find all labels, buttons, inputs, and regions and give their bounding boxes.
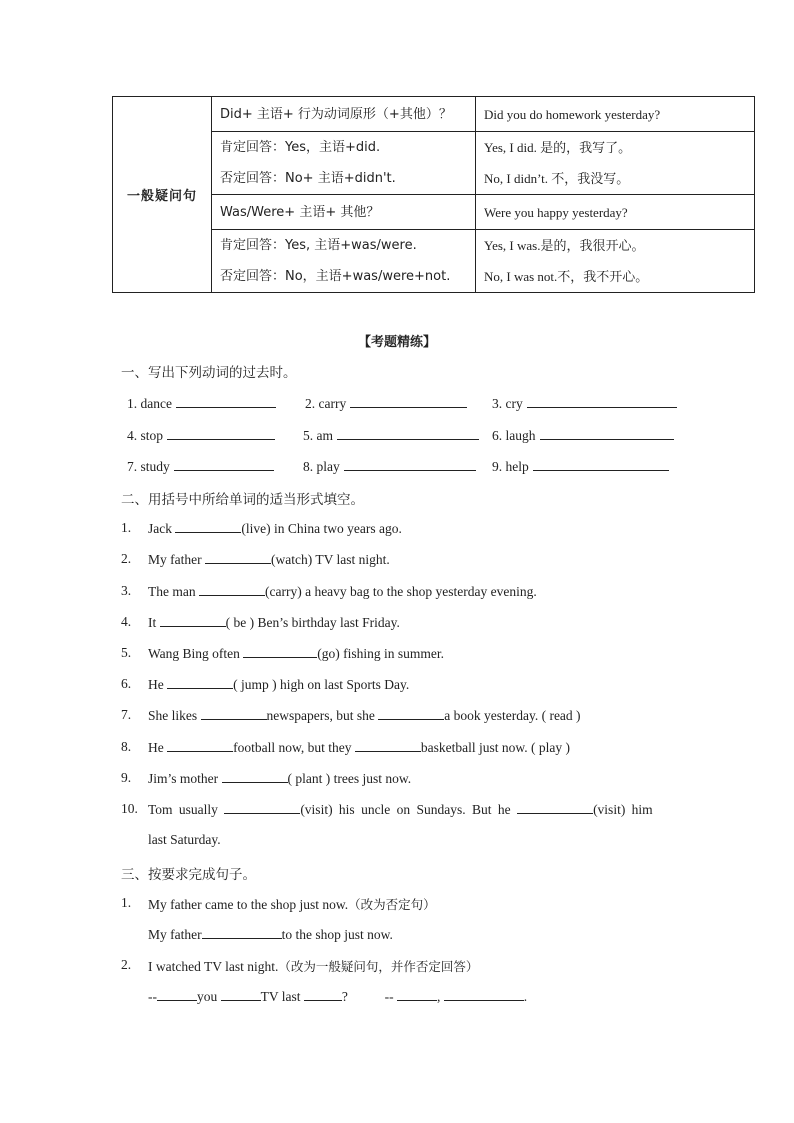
verb-label: 2. carry (305, 396, 347, 411)
answer-blank[interactable] (243, 645, 317, 658)
worksheet-page: 一般疑问句 Did+ 主语+ 行为动词原形（+其他）？ Did you do homework yesterday? 肯定回答：Yes，主语+did. 否定回答：No+ 主语+didn't. Yes, I did. 是的，我写了。 No, I didn’t. 不，我没写。 Was/Were+ 主语+ 其他？ Were you happy yesterday? 肯定回答：Yes, 主语+was/were. 否定回答：No，主语+was/were+not. Yes, I was.是的，我很开心。 No, I was not.不，我不开心。 【考题精练】 一、写出下列动词的过去时。 1. dance 2. carry 3. cry 4. stop 5. am 6. laugh 7. study 8. play 9. help 二、用括号中所给单词的适当形式填空。 1. Jack (live) in China two years ago. 2. My father (watch) TV last night. 3. The man (carry) a heavy bag to the shop yesterday evening. 4. It ( be ) Ben’s birthday last Friday. 5. Wang Bing often (go) fishing in summer. 6. He ( jump ) high on last Sports Day. 7. She likes newspapers, but she a book yesterday. ( read ) 8. He football now, but they basketball just now. ( play ) 9. Jim’s mother ( plant ) trees just now. 10. Tom usually (visit) his uncle on Sundays. But he (visit) him last Saturday. 三、按要求完成句子。 1. My father came to the shop just now.（改为否定句） My father to the shop just now. 2. I watched TV last night.（改为一般疑问句，并作否定回答） -- you TV last ? -- , . (0, 0, 794, 1123)
answer-blank[interactable] (533, 458, 669, 471)
grammar-table (112, 96, 755, 293)
verb-label: 3. cry (492, 396, 523, 411)
answer-blank[interactable] (222, 770, 288, 783)
verb-label: 5. am (303, 428, 333, 443)
table-cell: Was/Were+ 主语+ 其他？ (212, 195, 476, 230)
answer-blank[interactable] (174, 458, 274, 471)
answer-blank[interactable] (160, 614, 226, 627)
verb-label: 6. laugh (492, 428, 536, 443)
answer-blank[interactable] (337, 427, 479, 440)
answer-blank[interactable] (517, 801, 593, 814)
answer-blank[interactable] (167, 427, 275, 440)
answer-blank[interactable] (202, 926, 282, 939)
answer-blank[interactable] (344, 458, 476, 471)
row-header: 一般疑问句 (113, 97, 212, 293)
answer-blank[interactable] (175, 520, 241, 533)
verb-label: 1. dance (127, 396, 172, 411)
answer-blank[interactable] (540, 427, 674, 440)
verb-label: 8. play (303, 459, 340, 474)
answer-blank[interactable] (201, 707, 267, 720)
answer-blank[interactable] (199, 583, 265, 596)
verb-label: 4. stop (127, 428, 164, 443)
answer-blank[interactable] (224, 801, 300, 814)
section2-heading: 二、用括号中所给单词的适当形式填空。 (121, 492, 364, 508)
table-cell: 肯定回答：Yes, 主语+was/were. 否定回答：No，主语+was/were+not. (212, 230, 476, 293)
verb-label: 9. help (492, 459, 529, 474)
answer-blank[interactable] (355, 739, 421, 752)
verb-label: 7. study (127, 459, 170, 474)
section-title: 【考题精练】 (357, 335, 436, 350)
answer-blank[interactable] (350, 395, 467, 408)
answer-blank[interactable] (397, 988, 437, 1001)
section1-heading: 一、写出下列动词的过去时。 (121, 365, 297, 381)
table-cell: Yes, I did. 是的，我写了。 No, I didn’t. 不，我没写。 (476, 132, 755, 195)
answer-blank[interactable] (378, 707, 444, 720)
table-cell: Were you happy yesterday? (476, 195, 755, 230)
table-cell: Did you do homework yesterday? (476, 97, 755, 132)
answer-blank[interactable] (167, 676, 233, 689)
answer-blank[interactable] (221, 988, 261, 1001)
answer-blank[interactable] (527, 395, 677, 408)
answer-blank[interactable] (205, 551, 271, 564)
table-cell: Yes, I was.是的，我很开心。 No, I was not.不，我不开心。 (476, 230, 755, 293)
answer-blank[interactable] (176, 395, 276, 408)
table-cell: 肯定回答：Yes，主语+did. 否定回答：No+ 主语+didn't. (212, 132, 476, 195)
answer-blank[interactable] (444, 988, 524, 1001)
answer-blank[interactable] (157, 988, 197, 1001)
answer-blank[interactable] (167, 739, 233, 752)
table-cell: Did+ 主语+ 行为动词原形（+其他）？ (212, 97, 476, 132)
answer-blank[interactable] (304, 988, 342, 1001)
section3-heading: 三、按要求完成句子。 (121, 867, 256, 883)
